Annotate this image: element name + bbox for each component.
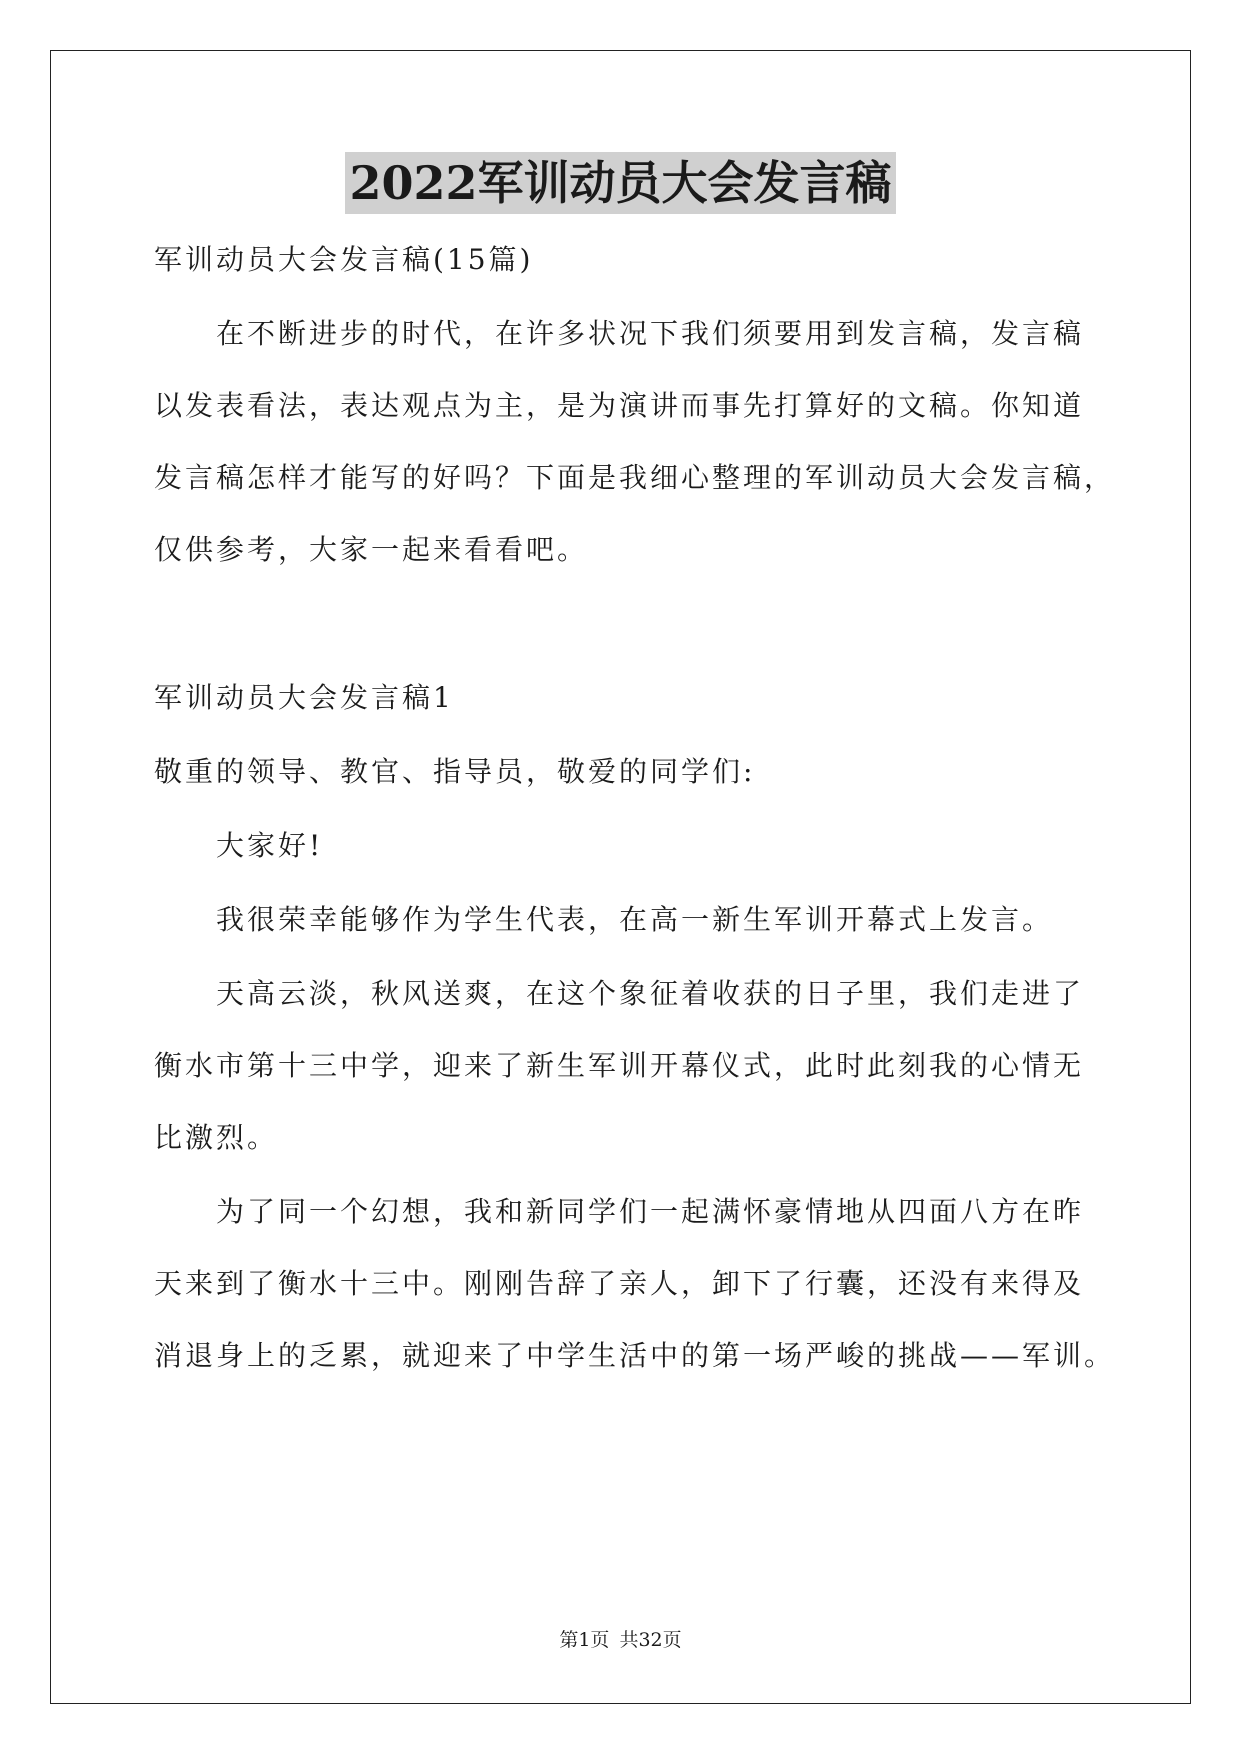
document-title: 2022军训动员大会发言稿 <box>345 152 895 214</box>
paragraph-line: 消退身上的乏累，就迎来了中学生活中的第一场严峻的挑战——军训。 <box>154 1339 1116 1372</box>
paragraph: 我很荣幸能够作为学生代表，在高一新生军训开幕式上发言。 <box>216 903 1054 936</box>
intro-line: 以发表看法，表达观点为主，是为演讲而事先打算好的文稿。你知道 <box>154 389 1085 422</box>
page-total: 共32页 <box>619 1629 682 1651</box>
title-container <box>0 152 1241 214</box>
intro-line: 发言稿怎样才能写的好吗？下面是我细心整理的军训动员大会发言稿， <box>154 461 1116 494</box>
document-subtitle: 军训动员大会发言稿(15篇) <box>154 243 534 276</box>
page-border <box>50 50 1191 1704</box>
paragraph-line: 为了同一个幻想，我和新同学们一起满怀豪情地从四面八方在昨 <box>216 1195 1085 1228</box>
paragraph-line: 天高云淡，秋风送爽，在这个象征着收获的日子里，我们走进了 <box>216 977 1085 1010</box>
intro-line: 仅供参考，大家一起来看看吧。 <box>154 533 589 566</box>
greeting: 大家好! <box>216 829 324 862</box>
page-number: 第1页 <box>559 1629 610 1651</box>
intro-line: 在不断进步的时代，在许多状况下我们须要用到发言稿，发言稿 <box>216 317 1085 350</box>
paragraph-line: 比激烈。 <box>154 1121 279 1154</box>
salutation: 敬重的领导、教官、指导员，敬爱的同学们: <box>154 755 756 788</box>
paragraph-line: 天来到了衡水十三中。刚刚告辞了亲人，卸下了行囊，还没有来得及 <box>154 1267 1085 1300</box>
paragraph-line: 衡水市第十三中学，迎来了新生军训开幕仪式，此时此刻我的心情无 <box>154 1049 1085 1082</box>
section-heading: 军训动员大会发言稿1 <box>154 681 454 714</box>
page-footer <box>0 1628 1241 1652</box>
